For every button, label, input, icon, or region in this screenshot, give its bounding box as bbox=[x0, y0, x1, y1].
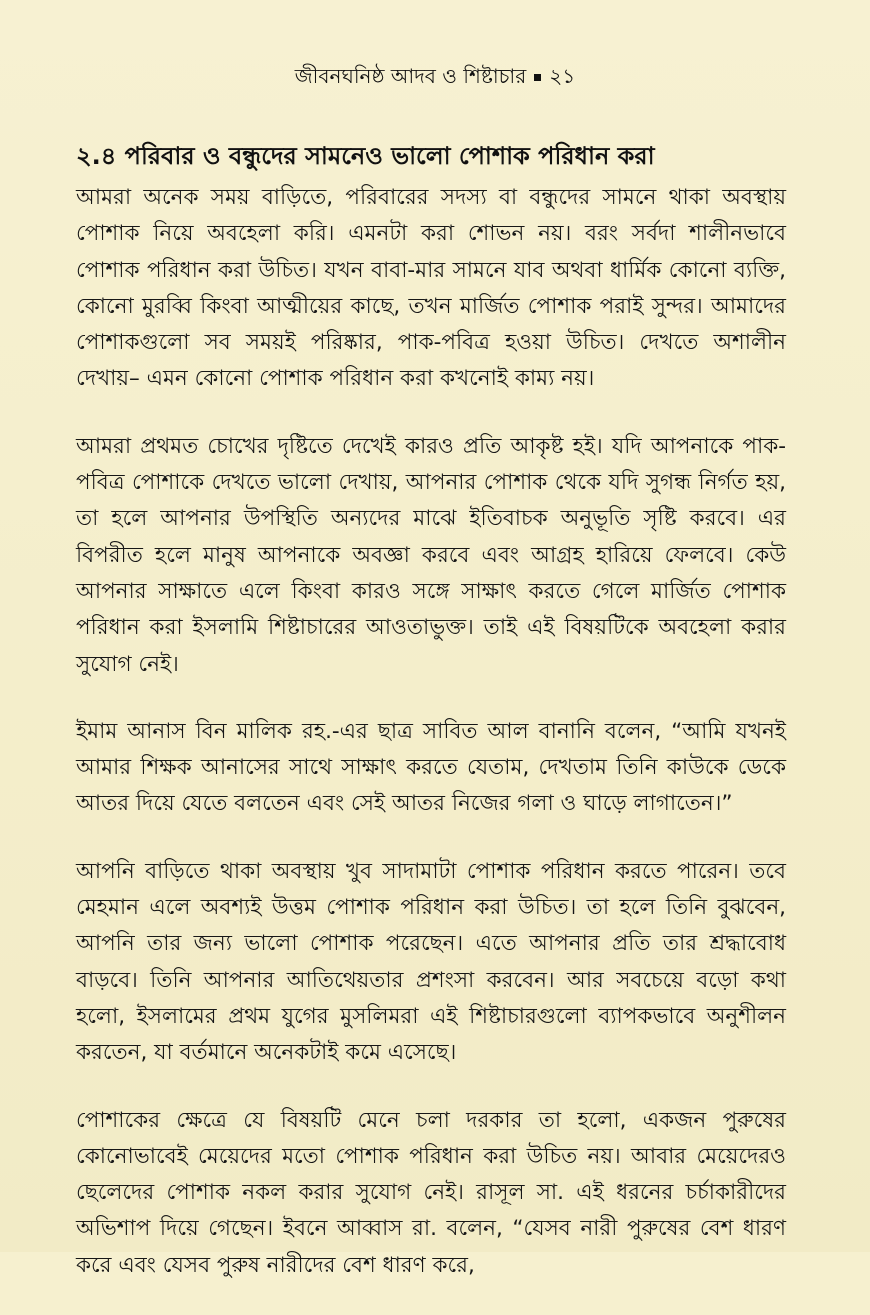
paragraph-2: আমরা প্রথমত চোখের দৃষ্টিতে দেখেই কারও প্রতি আকৃষ্ট হই। যদি আপনাকে পাক-পবিত্র পোশাকে দেখতে ভালো দেখায়, আপনার পোশাক থেকে যদি সুগন্ধ নির্গত হয়, তা হলে আপনার উপস্থিতি অন্যদের মাঝে ইতিবাচক অনুভূতি সৃষ্টি করবে। এর বিপরীত হলে মানুষ আপনাকে অবজ্ঞা করবে এবং আগ্রহ হারিয়ে ফেলবে। কেউ আপনার সাক্ষাতে এলে কিংবা কারও সঙ্গে সাক্ষাৎ করতে গেলে মার্জিত পোশাক পরিধান করা ইসলামি শিষ্টাচারের আওতাভুক্ত। তাই এই বিষয়টিকে অবহেলা করার সুযোগ নেই। bbox=[76, 433, 786, 677]
body-text bbox=[76, 180, 786, 1315]
separator-square-icon bbox=[534, 74, 541, 81]
paragraph-3: ইমাম আনাস বিন মালিক রহ.-এর ছাত্র সাবিত আল বানানি বলেন, “আমি যখনই আমার শিক্ষক আনাসের সাথে সাক্ষাৎ করতে যেতাম, দেখতাম তিনি কাউকে ডেকে আতর দিয়ে যেতে বলতেন এবং সেই আতর নিজের গলা ও ঘাড়ে লাগাতেন।” bbox=[76, 718, 786, 817]
book-title: জীবনঘনিষ্ঠ আদব ও শিষ্টাচার bbox=[294, 64, 527, 88]
section-heading: ২.৪ পরিবার ও বন্ধুদের সামনেও ভালো পোশাক পরিধান করা bbox=[76, 142, 655, 170]
running-header bbox=[0, 58, 870, 94]
page-number: ২১ bbox=[549, 64, 576, 88]
paragraph-1: আমরা অনেক সময় বাড়িতে, পরিবারের সদস্য বা বন্ধুদের সামনে থাকা অবস্থায় পোশাক নিয়ে অবহেলা করি। এমনটা করা শোভন নয়। বরং সর্বদা শালীনভাবে পোশাক পরিধান করা উচিত। যখন বাবা-মার সামনে যাব অথবা ধার্মিক কোনো ব্যক্তি, কোনো মুরব্বি কিংবা আত্মীয়ের কাছে, তখন মার্জিত পোশাক পরাই সুন্দর। আমাদের পোশাকগুলো সব সময়ই পরিষ্কার, পাক-পবিত্র হওয়া উচিত। দেখতে অশালীন দেখায়– এমন কোনো পোশাক পরিধান করা কখনোই কাম্য নয়। bbox=[76, 185, 786, 392]
paragraph-5: পোশাকের ক্ষেত্রে যে বিষয়টি মেনে চলা দরকার তা হলো, একজন পুরুষের কোনোভাবেই মেয়েদের মতো পোশাক পরিধান করা উচিত নয়। আবার মেয়েদেরও ছেলেদের পোশাক নকল করার সুযোগ নেই। রাসূল সা. এই ধরনের চর্চাকারীদের অভিশাপ দিয়ে গেছেন। ইবনে আব্বাস রা. বলেন, “যেসব নারী পুরুষের বেশ ধারণ করে এবং যেসব পুরুষ নারীদের বেশ ধারণ করে, bbox=[76, 1107, 786, 1278]
paragraph-4: আপনি বাড়িতে থাকা অবস্থায় খুব সাদামাটা পোশাক পরিধান করতে পারেন। তবে মেহমান এলে অবশ্যই উত্তম পোশাক পরিধান করা উচিত। তা হলে তিনি বুঝবেন, আপনি তার জন্য ভালো পোশাক পরেছেন। এতে আপনার প্রতি তার শ্রদ্ধাবোধ বাড়বে। তিনি আপনার আতিথেয়তার প্রশংসা করবেন। আর সবচেয়ে বড়ো কথা হলো, ইসলামের প্রথম যুগের মুসলিমরা এই শিষ্টাচারগুলো ব্যাপকভাবে অনুশীলন করতেন, যা বর্তমানে অনেকটাই কমে এসেছে। bbox=[76, 858, 786, 1066]
